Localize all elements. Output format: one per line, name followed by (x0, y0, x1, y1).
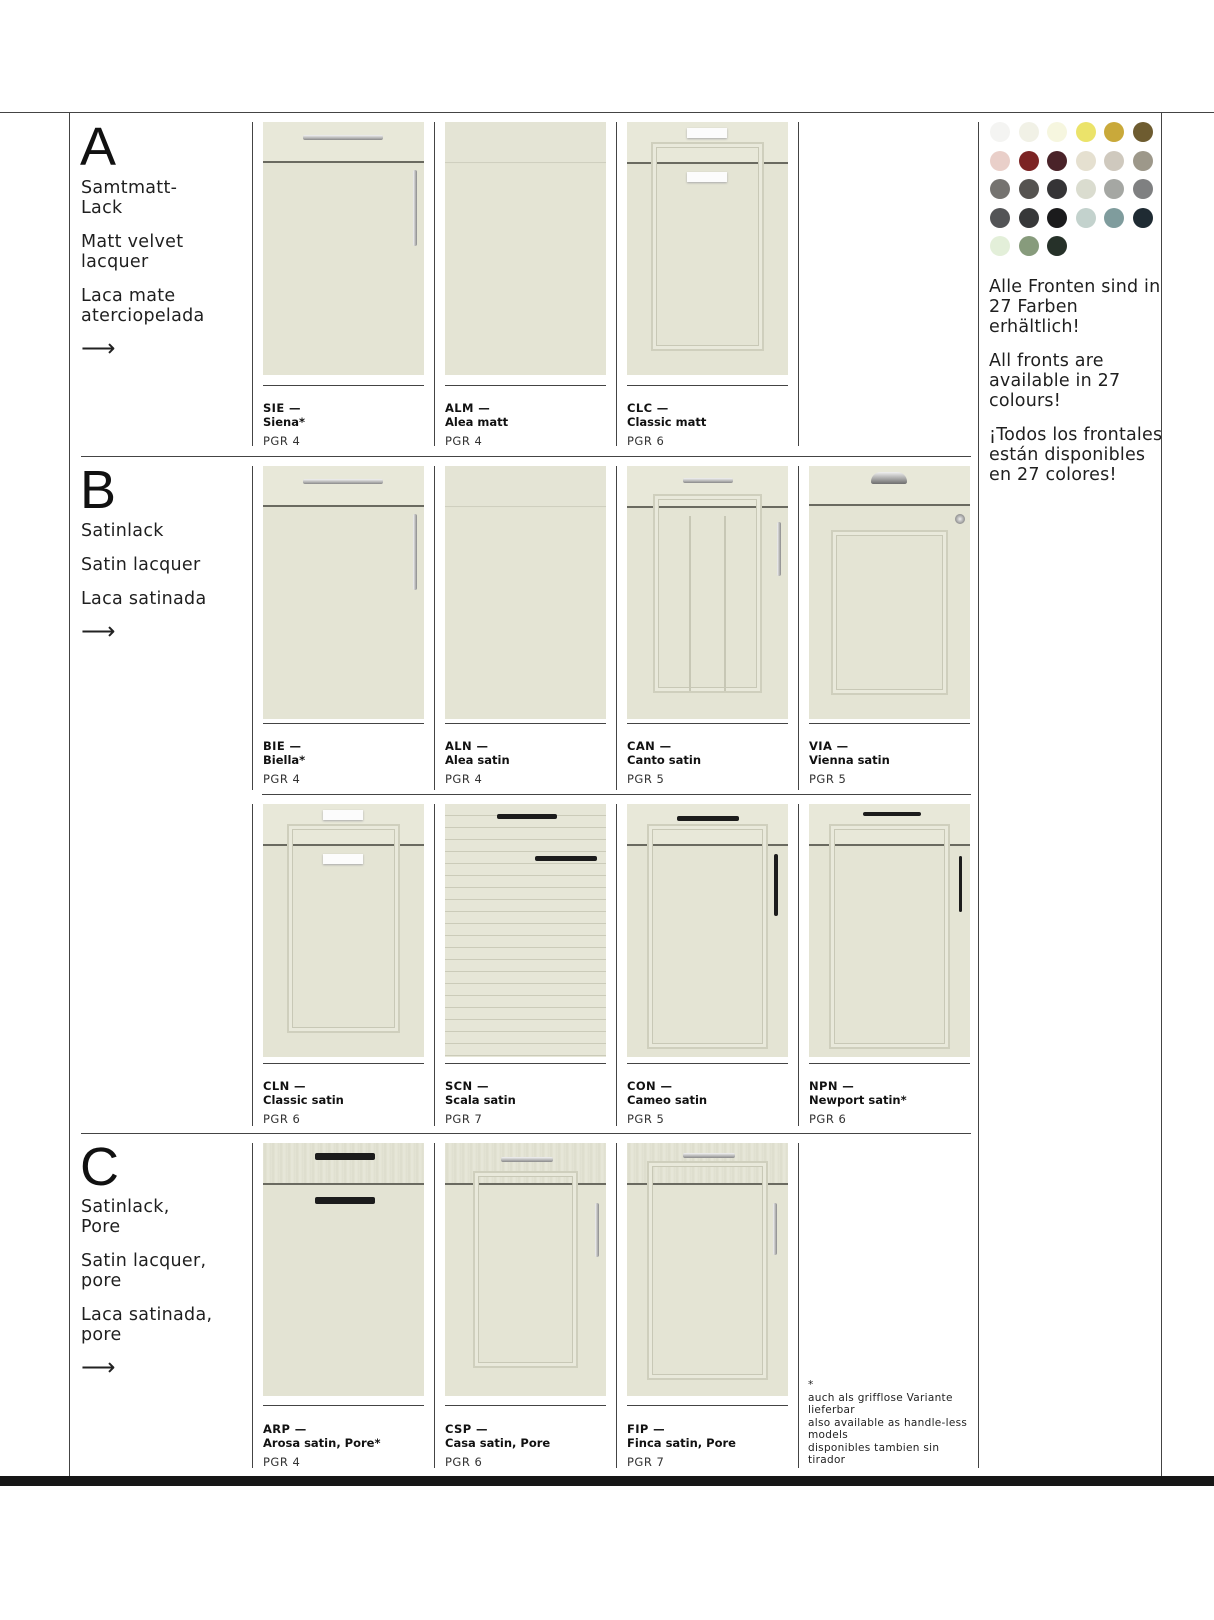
front-code: BIE — (263, 739, 302, 753)
section-c-label-de: Satinlack, Pore (81, 1197, 170, 1237)
front-card-arp[interactable] (252, 1143, 434, 1468)
front-photo-clc (627, 122, 788, 375)
section-c-label-en: Satin lacquer, pore (81, 1251, 207, 1291)
front-photo-scn (445, 804, 606, 1057)
front-card-cln[interactable] (252, 804, 434, 1126)
front-card-npn[interactable] (798, 804, 980, 1126)
section-letter-a: A (80, 117, 117, 177)
section-c-arrow-icon[interactable]: ⟶ (81, 1353, 116, 1381)
section-b-label-en: Satin lacquer (81, 555, 201, 575)
section-letter-c: C (80, 1137, 119, 1197)
front-code: CSP — (445, 1422, 488, 1436)
section-c-labels (81, 1197, 241, 1381)
front-code: ALM — (445, 401, 491, 415)
row-c-footnote-column-line (798, 1143, 799, 1468)
colour-swatch[interactable] (1133, 179, 1153, 199)
front-code: VIA — (809, 739, 849, 753)
bottom-bar (0, 1476, 1214, 1486)
front-name: Biella* (263, 753, 306, 767)
front-name: Newport satin* (809, 1093, 907, 1107)
colour-swatch[interactable] (1047, 208, 1067, 228)
front-card-clc[interactable] (616, 122, 798, 446)
footnote-de: auch als grifflose Variante lieferbar (808, 1391, 953, 1416)
front-photo-con (627, 804, 788, 1057)
front-price-group: PGR 7 (445, 1112, 483, 1126)
front-card-con[interactable] (616, 804, 798, 1126)
footnote-en: also available as handle-less models (808, 1416, 968, 1441)
colour-swatch[interactable] (990, 151, 1010, 171)
front-code: ALN — (445, 739, 489, 753)
front-price-group: PGR 4 (445, 434, 483, 448)
front-photo-via (809, 466, 970, 719)
footnote-es: disponibles tambien sin tirador (808, 1441, 940, 1466)
front-name: Alea satin (445, 753, 510, 767)
colour-swatch[interactable] (1133, 208, 1153, 228)
front-code: SCN — (445, 1079, 489, 1093)
front-card-scn[interactable] (434, 804, 616, 1126)
front-photo-npn (809, 804, 970, 1057)
section-b-label-de: Satinlack (81, 521, 164, 541)
colour-swatch[interactable] (1104, 151, 1124, 171)
front-photo-aln (445, 466, 606, 719)
section-a-b-divider (81, 456, 971, 457)
front-price-group: PGR 4 (263, 772, 301, 786)
section-b-c-divider (81, 1133, 971, 1134)
front-price-group: PGR 6 (627, 434, 665, 448)
colour-swatch[interactable] (1104, 179, 1124, 199)
front-code: CAN — (627, 739, 672, 753)
front-price-group: PGR 5 (627, 1112, 665, 1126)
section-b-row-divider (262, 794, 971, 795)
front-price-group: PGR 5 (627, 772, 665, 786)
front-photo-arp (263, 1143, 424, 1396)
front-name: Scala satin (445, 1093, 516, 1107)
colour-swatch[interactable] (1047, 122, 1067, 142)
colour-swatch[interactable] (1133, 151, 1153, 171)
colour-swatch[interactable] (1076, 179, 1096, 199)
colour-swatch[interactable] (990, 208, 1010, 228)
front-price-group: PGR 6 (263, 1112, 301, 1126)
top-rule (0, 112, 1214, 113)
colour-swatch[interactable] (1047, 151, 1067, 171)
front-card-csp[interactable] (434, 1143, 616, 1468)
front-photo-can (627, 466, 788, 719)
front-photo-sie (263, 122, 424, 375)
front-name: Cameo satin (627, 1093, 708, 1107)
section-letter-b: B (80, 460, 117, 520)
section-b-arrow-icon[interactable]: ⟶ (81, 617, 116, 645)
colour-swatch[interactable] (1104, 122, 1124, 142)
front-card-aln[interactable] (434, 466, 616, 790)
front-name: Vienna satin (809, 753, 890, 767)
front-code: NPN — (809, 1079, 855, 1093)
left-frame-line (69, 112, 70, 1486)
front-name: Finca satin, Pore (627, 1436, 736, 1450)
sidebar-divider-line (978, 122, 979, 1468)
section-a-arrow-icon[interactable]: ⟶ (81, 334, 116, 362)
colour-swatch[interactable] (1104, 208, 1124, 228)
colour-swatch[interactable] (990, 179, 1010, 199)
footnote-star: * (808, 1379, 814, 1391)
colour-swatch[interactable] (990, 122, 1010, 142)
side-info-es: ¡Todos los frontales están disponibles en 27 colores! (989, 425, 1163, 485)
colour-swatch[interactable] (1019, 151, 1039, 171)
front-card-sie[interactable] (252, 122, 434, 446)
front-price-group: PGR 5 (809, 772, 847, 786)
front-price-group: PGR 4 (445, 772, 483, 786)
colour-swatch[interactable] (1019, 208, 1039, 228)
colour-swatch[interactable] (1076, 208, 1096, 228)
colour-swatch[interactable] (1076, 151, 1096, 171)
section-a-label-en: Matt velvet lacquer (81, 232, 184, 272)
colour-swatch[interactable] (1076, 122, 1096, 142)
front-price-group: PGR 6 (809, 1112, 847, 1126)
front-name: Casa satin, Pore (445, 1436, 551, 1450)
section-b-labels (81, 521, 241, 645)
front-name: Classic matt (627, 415, 707, 429)
side-info-text (989, 277, 1164, 499)
row-a-empty-column-line (798, 122, 799, 446)
section-a-label-es: Laca mate aterciopelada (81, 286, 205, 326)
front-name: Siena* (263, 415, 305, 429)
front-card-via[interactable] (798, 466, 980, 790)
front-photo-fip (627, 1143, 788, 1396)
front-card-fip[interactable] (616, 1143, 798, 1468)
colour-swatch[interactable] (1047, 236, 1067, 256)
front-name: Canto satin (627, 753, 702, 767)
colour-swatch[interactable] (990, 236, 1010, 256)
section-c-label-es: Laca satinada, pore (81, 1305, 213, 1345)
front-price-group: PGR 7 (627, 1455, 665, 1469)
front-name: Alea matt (445, 415, 509, 429)
front-code: FIP — (627, 1422, 666, 1436)
side-info-de: Alle Fronten sind in 27 Farben erhältlich! (989, 277, 1161, 337)
section-b-label-es: Laca satinada (81, 589, 207, 609)
front-price-group: PGR 6 (445, 1455, 483, 1469)
section-a-label-de: Samtmatt- Lack (81, 178, 178, 218)
front-name: Arosa satin, Pore* (263, 1436, 381, 1450)
colour-swatch[interactable] (1019, 236, 1039, 256)
handleless-footnote (808, 1379, 968, 1467)
front-photo-csp (445, 1143, 606, 1396)
front-card-bie[interactable] (252, 466, 434, 790)
front-price-group: PGR 4 (263, 434, 301, 448)
front-code: SIE — (263, 401, 301, 415)
front-photo-alm (445, 122, 606, 375)
colour-swatch[interactable] (1019, 122, 1039, 142)
front-card-can[interactable] (616, 466, 798, 790)
front-photo-cln (263, 804, 424, 1057)
front-code: CLN — (263, 1079, 306, 1093)
colour-swatch[interactable] (1133, 122, 1153, 142)
colour-swatch[interactable] (1047, 179, 1067, 199)
front-code: CLC — (627, 401, 669, 415)
colour-swatch[interactable] (1019, 179, 1039, 199)
front-card-alm[interactable] (434, 122, 616, 446)
section-a-labels (81, 178, 241, 362)
front-name: Classic satin (263, 1093, 344, 1107)
front-photo-bie (263, 466, 424, 719)
front-code: ARP — (263, 1422, 307, 1436)
front-price-group: PGR 4 (263, 1455, 301, 1469)
front-code: CON — (627, 1079, 673, 1093)
side-info-en: All fronts are available in 27 colours! (989, 351, 1121, 411)
